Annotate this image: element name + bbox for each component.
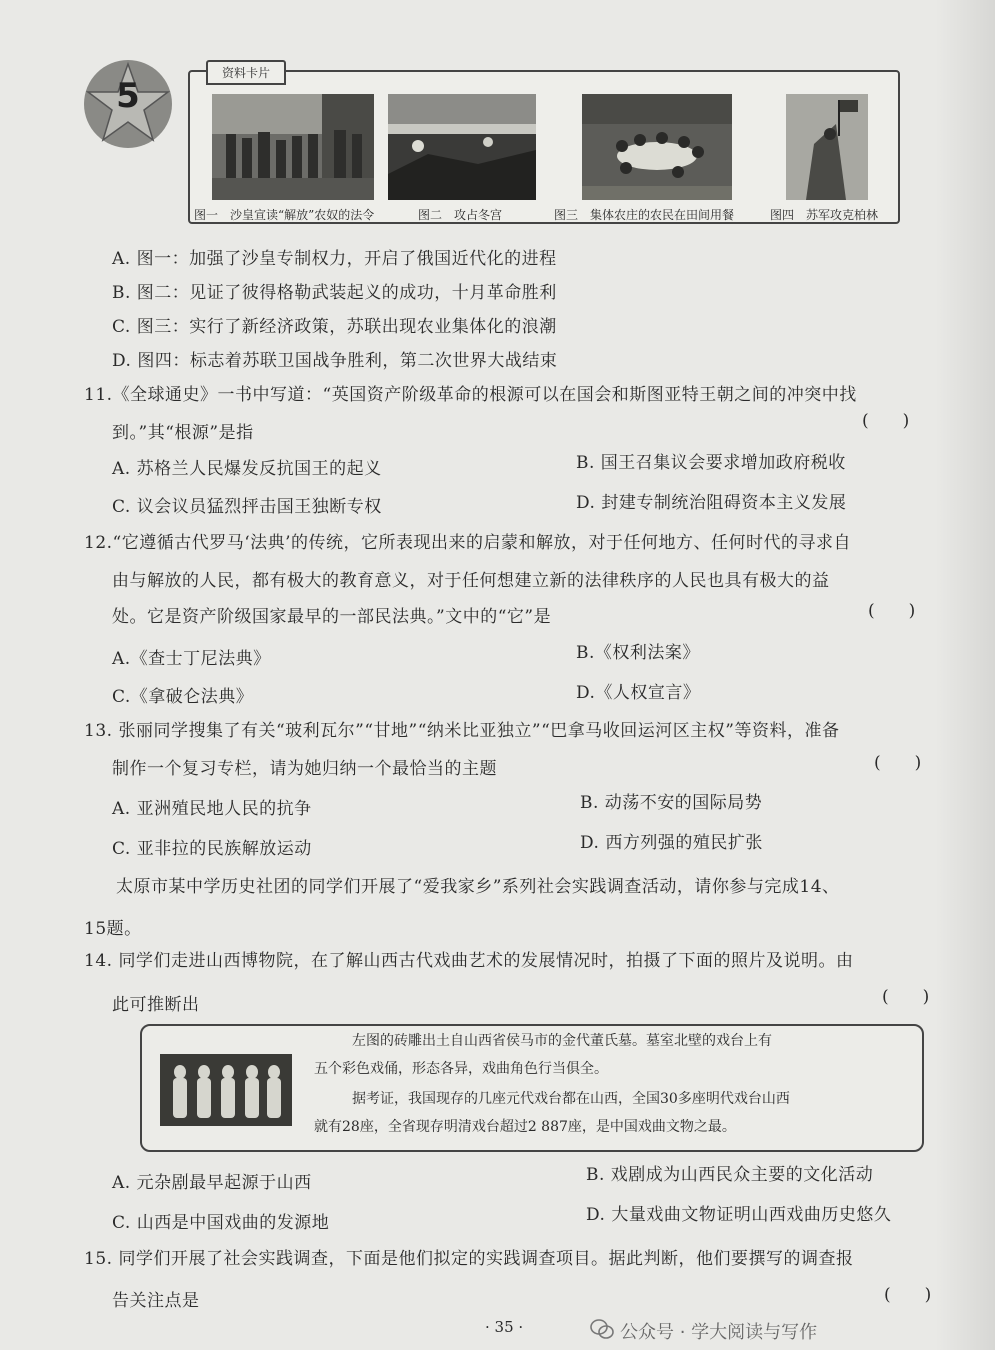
page-number: · 35 ·	[485, 1318, 524, 1336]
q11-option-d[interactable]: D. 封建专制统治阻碍资本主义发展	[576, 493, 847, 513]
q11-stem-line2: 到。”其“根源”是指	[112, 423, 254, 443]
q15-answer-blank[interactable]: ( )	[884, 1285, 932, 1305]
box-line2: 五个彩色戏俑，形态各异，戏曲角色行当俱全。	[314, 1061, 608, 1077]
photo-tsar-decree	[212, 94, 374, 200]
photo-collective-farm	[582, 94, 732, 200]
info-card	[188, 66, 900, 224]
q11-option-c[interactable]: C. 议会议员猛烈抨击国王独断专权	[112, 497, 382, 517]
box-line3: 据考证，我国现存的几座元代戏台都在山西，全国30多座明代戏台山西	[352, 1091, 790, 1107]
q10-option-d[interactable]: D. 图四：标志着苏联卫国战争胜利，第二次世界大战结束	[112, 351, 558, 371]
q13-option-a[interactable]: A. 亚洲殖民地人民的抗争	[112, 799, 312, 819]
q15-stem-line1: 15. 同学们开展了社会实践调查，下面是他们拟定的实践调查项目。据此判断，他们要撰写的调查报	[84, 1249, 854, 1269]
q10-option-a[interactable]: A. 图一：加强了沙皇专制权力，开启了俄国近代化的进程	[112, 249, 557, 269]
q12-option-c[interactable]: C.《拿破仑法典》	[112, 687, 254, 707]
q14-option-c[interactable]: C. 山西是中国戏曲的发源地	[112, 1213, 330, 1233]
q13-stem-line2: 制作一个复习专栏，请为她归纳一个最恰当的主题	[112, 759, 497, 779]
caption-fig3: 图三 集体农庄的农民在田间用餐	[554, 208, 735, 222]
q12-stem-line3: 处。它是资产阶级国家最早的一部民法典。”文中的“它”是	[112, 607, 552, 627]
caption-fig1: 图一 沙皇宣读“解放”农奴的法令	[194, 208, 375, 222]
q12-option-d[interactable]: D.《人权宣言》	[576, 683, 701, 703]
intro-line1: 太原市某中学历史社团的同学们开展了“爱我家乡”系列社会实践调查活动，请你参与完成14、	[116, 877, 840, 897]
q12-stem-line1: 12.“它遵循古代罗马‘法典’的传统，它所表现出来的启蒙和解放，对于任何地方、任何时代的寻求自	[84, 533, 852, 553]
q15-stem-line2: 告关注点是	[112, 1291, 200, 1311]
q14-answer-blank[interactable]: ( )	[882, 987, 930, 1007]
wechat-icon	[590, 1318, 614, 1340]
q10-option-b[interactable]: B. 图二：见证了彼得格勒武装起义的成功，十月革命胜利	[112, 283, 557, 303]
box-line1: 左图的砖雕出土自山西省侯马市的金代董氏墓。墓室北壁的戏台上有	[352, 1033, 772, 1049]
q11-option-a[interactable]: A. 苏格兰人民爆发反抗国王的起义	[112, 459, 382, 479]
q14-option-b[interactable]: B. 戏剧成为山西民众主要的文化活动	[586, 1165, 874, 1185]
q12-option-b[interactable]: B.《权利法案》	[576, 643, 700, 663]
caption-fig2: 图二 攻占冬宫	[418, 208, 503, 222]
photo-berlin	[786, 94, 868, 200]
q14-option-d[interactable]: D. 大量戏曲文物证明山西戏曲历史悠久	[586, 1205, 892, 1225]
q13-stem-line1: 13. 张丽同学搜集了有关“玻利瓦尔”“甘地”“纳米比亚独立”“巴拿马收回运河区主权”等资料，准备	[84, 721, 840, 741]
q12-stem-line2: 由与解放的人民，都有极大的教育意义，对于任何想建立新的法律秩序的人民也具有极大的益	[112, 571, 830, 591]
caption-fig4: 图四 苏军攻克柏林	[770, 208, 879, 222]
q12-option-a[interactable]: A.《查士丁尼法典》	[112, 649, 271, 669]
q13-option-b[interactable]: B. 动荡不安的国际局势	[580, 793, 763, 813]
card-tab-label: 资料卡片	[206, 60, 286, 85]
page-shadow	[935, 0, 995, 1350]
q14-option-a[interactable]: A. 元杂剧最早起源于山西	[112, 1173, 312, 1193]
photo-winter-palace	[388, 94, 536, 200]
badge-number: 5	[116, 76, 140, 116]
star-badge	[82, 58, 174, 150]
figurines-photo	[160, 1054, 292, 1126]
q10-option-c[interactable]: C. 图三：实行了新经济政策，苏联出现农业集体化的浪潮	[112, 317, 557, 337]
intro-line2: 15题。	[84, 919, 142, 939]
watermark: 公众号 · 学大阅读与写作	[620, 1322, 818, 1343]
q14-stem-line2: 此可推断出	[112, 995, 200, 1015]
box-line4: 就有28座，全省现存明清戏台超过2 887座，是中国戏曲文物之最。	[314, 1119, 736, 1135]
q14-material-box	[140, 1024, 924, 1152]
q14-stem-line1: 14. 同学们走进山西博物院，在了解山西古代戏曲艺术的发展情况时，拍摄了下面的照片及说明。由	[84, 951, 854, 971]
q13-answer-blank[interactable]: ( )	[874, 753, 922, 773]
q11-answer-blank[interactable]: ( )	[862, 411, 910, 431]
q11-option-b[interactable]: B. 国王召集议会要求增加政府税收	[576, 453, 846, 473]
q13-option-c[interactable]: C. 亚非拉的民族解放运动	[112, 839, 312, 859]
q13-option-d[interactable]: D. 西方列强的殖民扩张	[580, 833, 763, 853]
q12-answer-blank[interactable]: ( )	[868, 601, 916, 621]
q11-stem-line1: 11.《全球通史》一书中写道：“英国资产阶级革命的根源可以在国会和斯图亚特王朝之间的冲突中找	[84, 385, 857, 405]
